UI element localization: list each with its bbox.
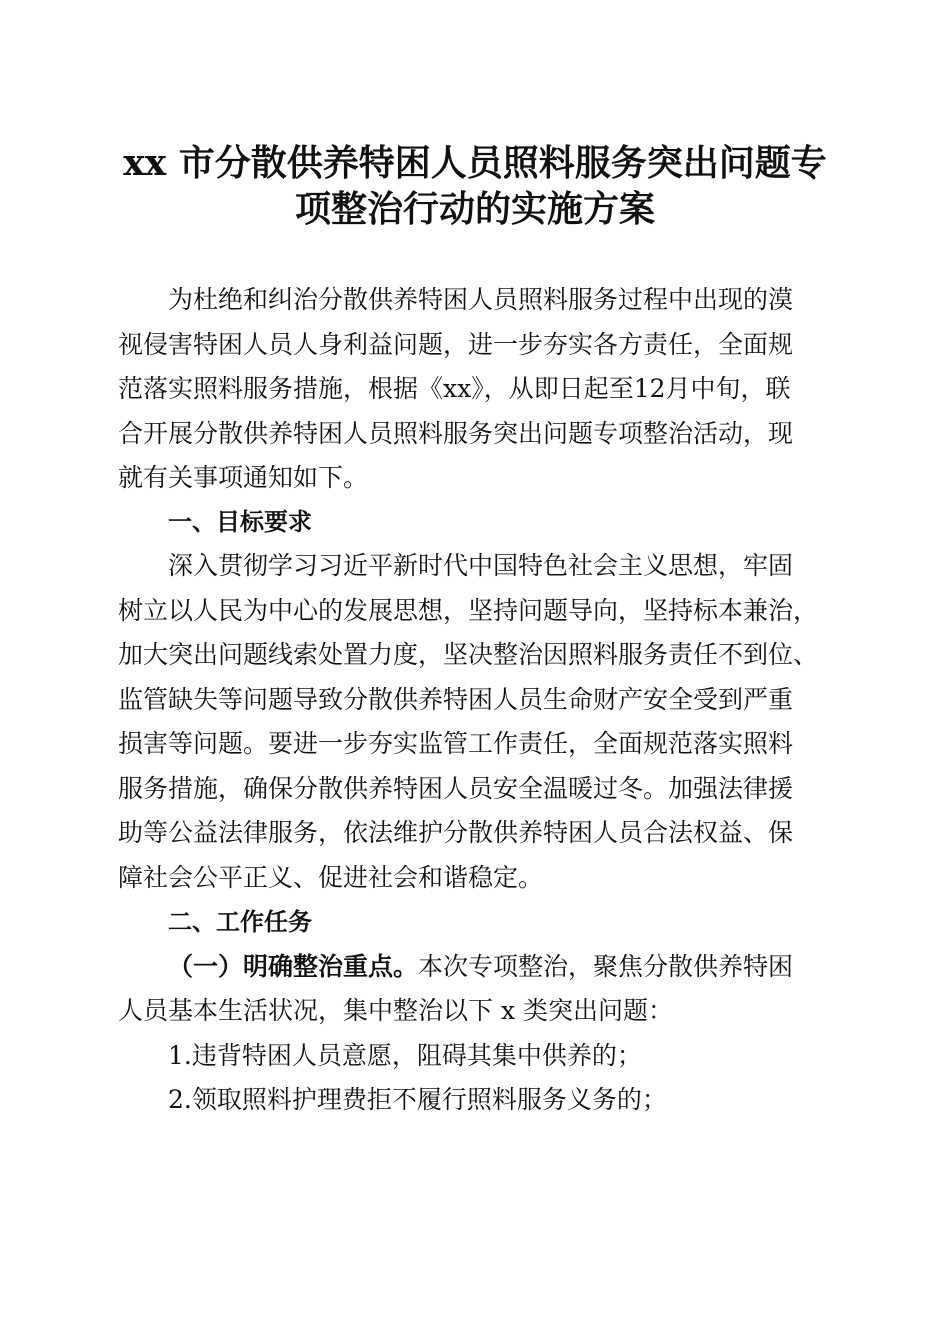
section1-line-3: 加大突出问题线索处置力度，坚决整治因照料服务责任不到位、	[118, 640, 819, 669]
document-title-line-2: 项整治行动的实施方案	[294, 188, 655, 230]
section1-line-6: 服务措施，确保分散供养特困人员安全温暖过冬。加强法律援	[118, 774, 794, 803]
intro-line-3: 范落实照料服务措施，根据《xx》，从即日起至12月中旬，联	[118, 374, 791, 403]
section1-line-1: 深入贯彻学习习近平新时代中国特色社会主义思想，牢固	[168, 551, 794, 580]
list-item-2: 2.领取照料护理费拒不履行照料服务义务的；	[168, 1085, 667, 1114]
subsection1-line-2: 人员基本生活状况，集中整治以下 x 类突出问题：	[118, 996, 673, 1025]
section1-line-4: 监管缺失等问题导致分散供养特困人员生命财产安全受到严重	[118, 685, 794, 714]
intro-line-1: 为杜绝和纠治分散供养特困人员照料服务过程中出现的漠	[168, 285, 794, 314]
subsection1-text: 本次专项整治，聚焦分散供养特困	[418, 952, 794, 981]
document-title-line-1: xx 市分散供养特困人员照料服务突出问题专	[123, 142, 827, 184]
section1-line-2: 树立以人民为中心的发展思想，坚持问题导向，坚持标本兼治，	[118, 596, 819, 625]
intro-line-2: 视侵害特困人员人身利益问题，进一步夯实各方责任，全面规	[118, 330, 794, 359]
subsection1-label: （一）明确整治重点。	[168, 952, 419, 981]
section1-line-8: 障社会公平正义、促进社会和谐稳定。	[118, 863, 544, 892]
intro-line-5: 就有关事项通知如下。	[118, 463, 369, 492]
intro-line-4: 合开展分散供养特困人员照料服务突出问题专项整治活动，现	[118, 419, 794, 448]
list-item-1: 1.违背特困人员意愿，阻碍其集中供养的；	[168, 1041, 642, 1070]
subsection1-line-1	[168, 950, 793, 984]
section-heading-goals: 一、目标要求	[168, 508, 312, 536]
section1-line-7: 助等公益法律服务，依法维护分散供养特困人员合法权益、保	[118, 818, 794, 847]
section1-line-5: 损害等问题。要进一步夯实监管工作责任，全面规范落实照料	[118, 729, 794, 758]
section-heading-tasks: 二、工作任务	[168, 908, 312, 936]
